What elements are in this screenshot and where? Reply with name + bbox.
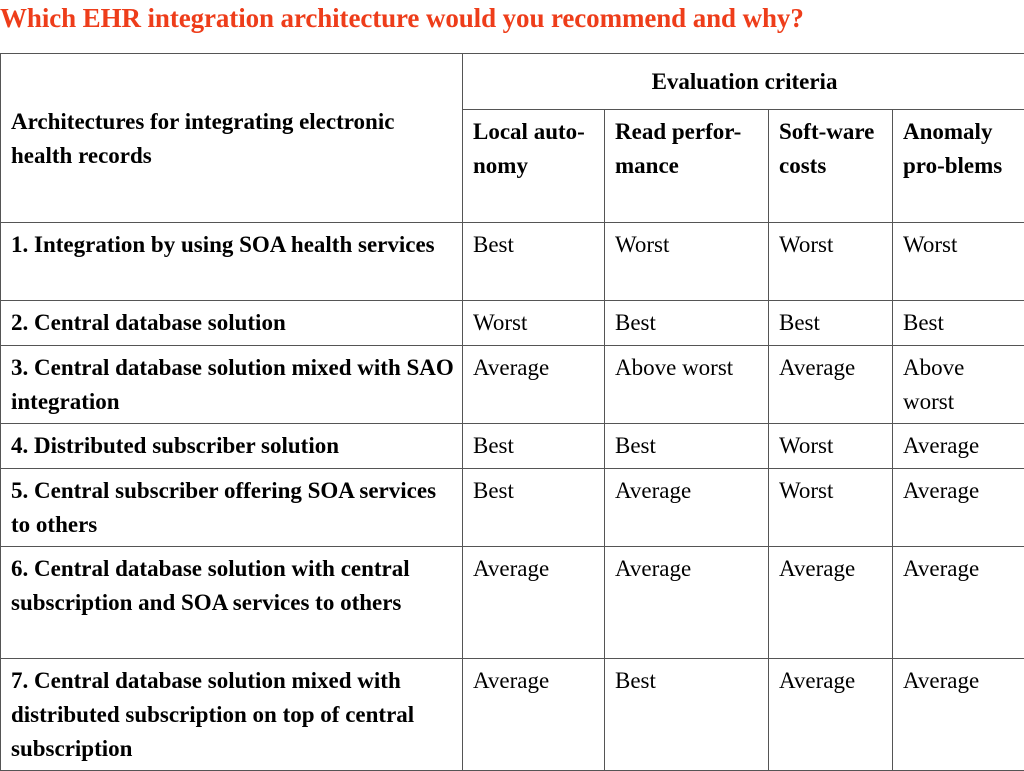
rating-cell: Average [769,547,893,659]
rating-cell: Best [463,424,605,469]
criterion-header-read-performance: Read perfor-mance [605,110,769,223]
rating-cell: Average [893,547,1024,659]
rating-cell: Worst [605,223,769,301]
criterion-header-anomaly-problems: Anomaly pro-blems [893,110,1024,223]
table-row [1,223,1024,301]
table-row [1,301,1024,346]
architecture-cell: 4. Distributed subscriber solution [1,424,463,469]
rating-cell: Average [893,659,1024,771]
architecture-cell: 6. Central database solution with central subscription and SOA services to others [1,547,463,659]
table-row [1,346,1024,424]
architecture-cell: 7. Central database solution mixed with distributed subscription on top of central subscription [1,659,463,771]
rating-cell: Worst [463,301,605,346]
rating-cell: Worst [769,223,893,301]
corner-header: Architectures for integrating electronic health records [1,54,463,223]
rating-cell: Average [893,424,1024,469]
rating-cell: Best [769,301,893,346]
criterion-header-software-costs: Soft-ware costs [769,110,893,223]
rating-cell: Worst [769,469,893,547]
rating-cell: Above worst [605,346,769,424]
rating-cell: Average [605,547,769,659]
ehr-comparison-table [0,53,1024,771]
rating-cell: Average [463,346,605,424]
architecture-cell: 3. Central database solution mixed with SAO integration [1,346,463,424]
table-row [1,547,1024,659]
rating-cell: Average [769,659,893,771]
header-row-group [1,54,1024,110]
evaluation-criteria-header: Evaluation criteria [463,54,1024,110]
page-title: Which EHR integration architecture would you recommend and why? [0,2,1024,34]
rating-cell: Worst [769,424,893,469]
rating-cell: Best [893,301,1024,346]
rating-cell: Above worst [893,346,1024,424]
rating-cell: Average [463,659,605,771]
rating-cell: Best [605,301,769,346]
rating-cell: Worst [893,223,1024,301]
rating-cell: Best [463,223,605,301]
rating-cell: Best [605,659,769,771]
table-row [1,659,1024,771]
rating-cell: Best [605,424,769,469]
rating-cell: Average [769,346,893,424]
architecture-cell: 2. Central database solution [1,301,463,346]
rating-cell: Best [463,469,605,547]
table-row [1,424,1024,469]
table-row [1,469,1024,547]
architecture-cell: 5. Central subscriber offering SOA services to others [1,469,463,547]
architecture-cell: 1. Integration by using SOA health services [1,223,463,301]
rating-cell: Average [605,469,769,547]
rating-cell: Average [463,547,605,659]
criterion-header-local-autonomy: Local auto-nomy [463,110,605,223]
rating-cell: Average [893,469,1024,547]
